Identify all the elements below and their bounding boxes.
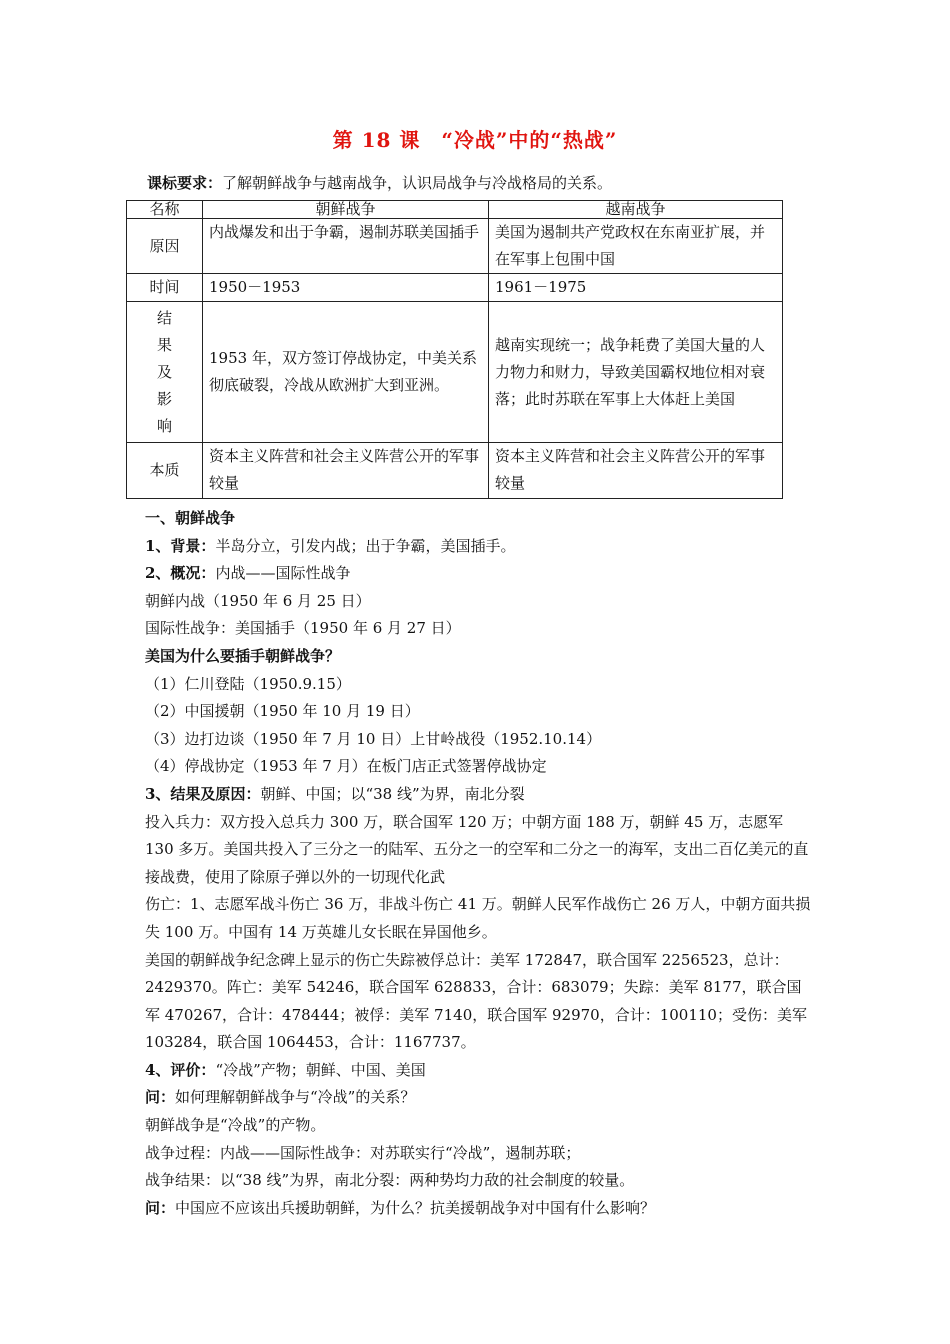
table-row: [127, 302, 783, 443]
requirement-text: 了解朝鲜战争与越南战争，认识局战争与冷战格局的关系。: [222, 174, 613, 192]
answer-line: 战争过程：内战——国际性战争：对苏联实行“冷战”，遏制苏联；: [145, 1143, 581, 1162]
cell-korea: 1950－1953: [203, 274, 489, 302]
row-name-vertical: 结 果 及 影 响: [127, 302, 203, 443]
cell-vietnam: 美国为遏制共产党政权在东南亚扩展，并在军事上包围中国: [489, 219, 783, 274]
answer-line: 朝鲜战争是“冷战”的产物。: [145, 1116, 326, 1135]
question-2: 问：中国应不应该出兵援助朝鲜，为什么？抗美援朝战争对中国有什么影响？: [145, 1198, 656, 1217]
table-row: [127, 443, 783, 499]
cell-korea: 资本主义阵营和社会主义阵营公开的军事较量: [203, 443, 489, 499]
body-text: [145, 505, 815, 1222]
result-line: 3、结果及原因：朝鲜、中国；以“38 线”为界，南北分裂: [145, 784, 525, 803]
row-name: 时间: [127, 274, 203, 302]
list-item: （1）仁川登陆（1950.9.15）: [145, 674, 351, 693]
answer-line: 战争结果：以“38 线”为界，南北分裂：两种势均力敌的社会制度的较量。: [145, 1171, 635, 1190]
cell-korea: 1953 年，双方签订停战协定，中美关系彻底破裂，冷战从欧洲扩大到亚洲。: [203, 302, 489, 443]
requirement-label: 课标要求：: [147, 174, 223, 192]
memorial-paragraph: 美国的朝鲜战争纪念碑上显示的伤亡失踪被俘总计：美军 172847，联合国军 2256523，总计：2429370。阵亡：美军 54246，联合国军 628833，合计：683079；失踪：美军 8177，联合国军 470267，合计：478444；被俘：美军 7140，联合国军 92970，合计：100110；受伤：美军 103284，联合国 1064453，合计：1167737。: [145, 950, 807, 1052]
civil-war-line: 朝鲜内战（1950 年 6 月 25 日）: [145, 591, 371, 610]
casualties-paragraph: 伤亡：1、志愿军战斗伤亡 36 万，非战斗伤亡 41 万。朝鲜人民军作战伤亡 26 万人，中朝方面共损失 100 万。中国有 14 万英雄儿女长眠在异国他乡。: [145, 895, 811, 941]
row-name: 本质: [127, 443, 203, 499]
header-korea: 朝鲜战争: [203, 201, 489, 219]
cell-korea: 内战爆发和出于争霸，遏制苏联美国插手: [203, 219, 489, 274]
question-1: 问：如何理解朝鲜战争与“冷战”的关系？: [145, 1088, 416, 1107]
list-item: （3）边打边谈（1950 年 7 月 10 日）上甘岭战役（1952.10.14）: [145, 729, 602, 748]
table-row: [127, 274, 783, 302]
evaluation-line: 4、评价：“冷战”产物；朝鲜、中国、美国: [145, 1060, 426, 1079]
course-requirement: [147, 172, 612, 193]
row-name: 原因: [127, 219, 203, 274]
page-title: 第 18 课 “冷战”中的“热战”: [332, 128, 618, 152]
cell-vietnam: 1961－1975: [489, 274, 783, 302]
why-us-question: 美国为什么要插手朝鲜战争？: [145, 646, 341, 665]
troops-paragraph: 投入兵力：双方投入总兵力 300 万，联合国军 120 万；中朝方面 188 万，朝鲜 45 万，志愿军 130 多万。美国共投入了三分之一的陆军、五分之一的空军和二分之一的海军，支出二百亿美元的直接战费，使用了除原子弹以外的一切现代化武: [145, 812, 809, 886]
list-item: （2）中国援朝（1950 年 10 月 19 日）: [145, 702, 420, 721]
comparison-table: [126, 200, 783, 499]
intl-war-line: 国际性战争：美国插手（1950 年 6 月 27 日）: [145, 619, 461, 638]
background-line: 1、背景：半岛分立，引发内战；出于争霸，美国插手。: [145, 536, 516, 555]
header-name: 名称: [127, 201, 203, 219]
section-heading: 一、朝鲜战争: [145, 509, 236, 527]
header-vietnam: 越南战争: [489, 201, 783, 219]
list-item: （4）停战协定（1953 年 7 月）在板门店正式签署停战协定: [145, 757, 547, 776]
table-row: [127, 219, 783, 274]
cell-vietnam: 资本主义阵营和社会主义阵营公开的军事较量: [489, 443, 783, 499]
overview-line: 2、概况：内战——国际性战争: [145, 564, 351, 583]
table-header-row: [127, 201, 783, 219]
cell-vietnam: 越南实现统一；战争耗费了美国大量的人力物力和财力，导致美国霸权地位相对衰落；此时苏联在军事上大体赶上美国: [489, 302, 783, 443]
